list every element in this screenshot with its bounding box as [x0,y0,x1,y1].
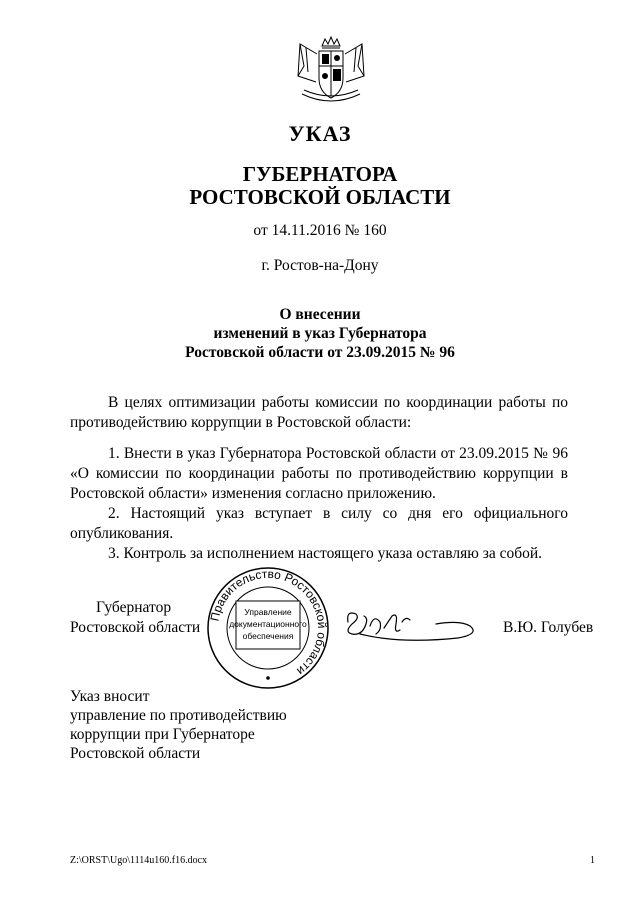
official-stamp [205,565,331,691]
introduced-by-line-4: Ростовской области [70,745,201,762]
preamble: В целях оптимизации работы комиссии по координации работы по противодействию коррупции в Ростовской области: [70,394,568,431]
subject-line-1: О внесении [279,306,361,323]
item-3: 3. Контроль за исполнением настоящего указа оставляю за собой. [108,545,543,562]
signer-position-line-2: Ростовской области [70,619,201,636]
signer-position-line-1: Губернатор [96,599,172,616]
subject-line-3: Ростовской области от 23.09.2015 № 96 [185,344,455,361]
introduced-by-block [70,687,287,763]
stamp-star-icon [266,676,270,680]
introduced-by-line-2: управление по противодействию [70,707,287,724]
date-number: от 14.11.2016 № 160 [253,222,387,239]
stamp-outer-text: Правительство Ростовской области [207,566,330,679]
stamp-inner-line-3: обеспечения [242,631,294,641]
issuer-line-1: ГУБЕРНАТОРА [242,162,398,186]
signer-name: В.Ю. Голубев [503,619,594,636]
document-type: УКАЗ [288,121,352,146]
introduced-by-line-1: Указ вносит [70,688,150,705]
city: г. Ростов-на-Дону [261,257,379,274]
items-block [70,444,568,564]
stamp-inner-line-2: документационного [229,619,307,629]
issuer-line-2: РОСТОВСКОЙ ОБЛАСТИ [189,185,451,209]
subject-line-2: изменений в указ Губернатора [213,325,427,342]
coat-of-arms-emblem [292,36,370,108]
stamp-inner-line-1: Управление [244,607,292,617]
item-1: 1. Внести в указ Губернатора Ростовской области от 23.09.2015 № 96 «О комиссии по координации работы по противодействию коррупции в Ростовской области» изменения согласно приложению. [70,445,568,502]
footer-file-path: Z:\ORST\Ugo\1114u160.f16.docx [70,855,208,866]
handwritten-signature [340,604,490,648]
document-body [70,393,568,433]
introduced-by-line-3: коррупции при Губернаторе [70,726,255,743]
page-number: 1 [590,855,595,866]
item-2: 2. Настоящий указ вступает в силу со дня его официального опубликования. [70,505,568,542]
